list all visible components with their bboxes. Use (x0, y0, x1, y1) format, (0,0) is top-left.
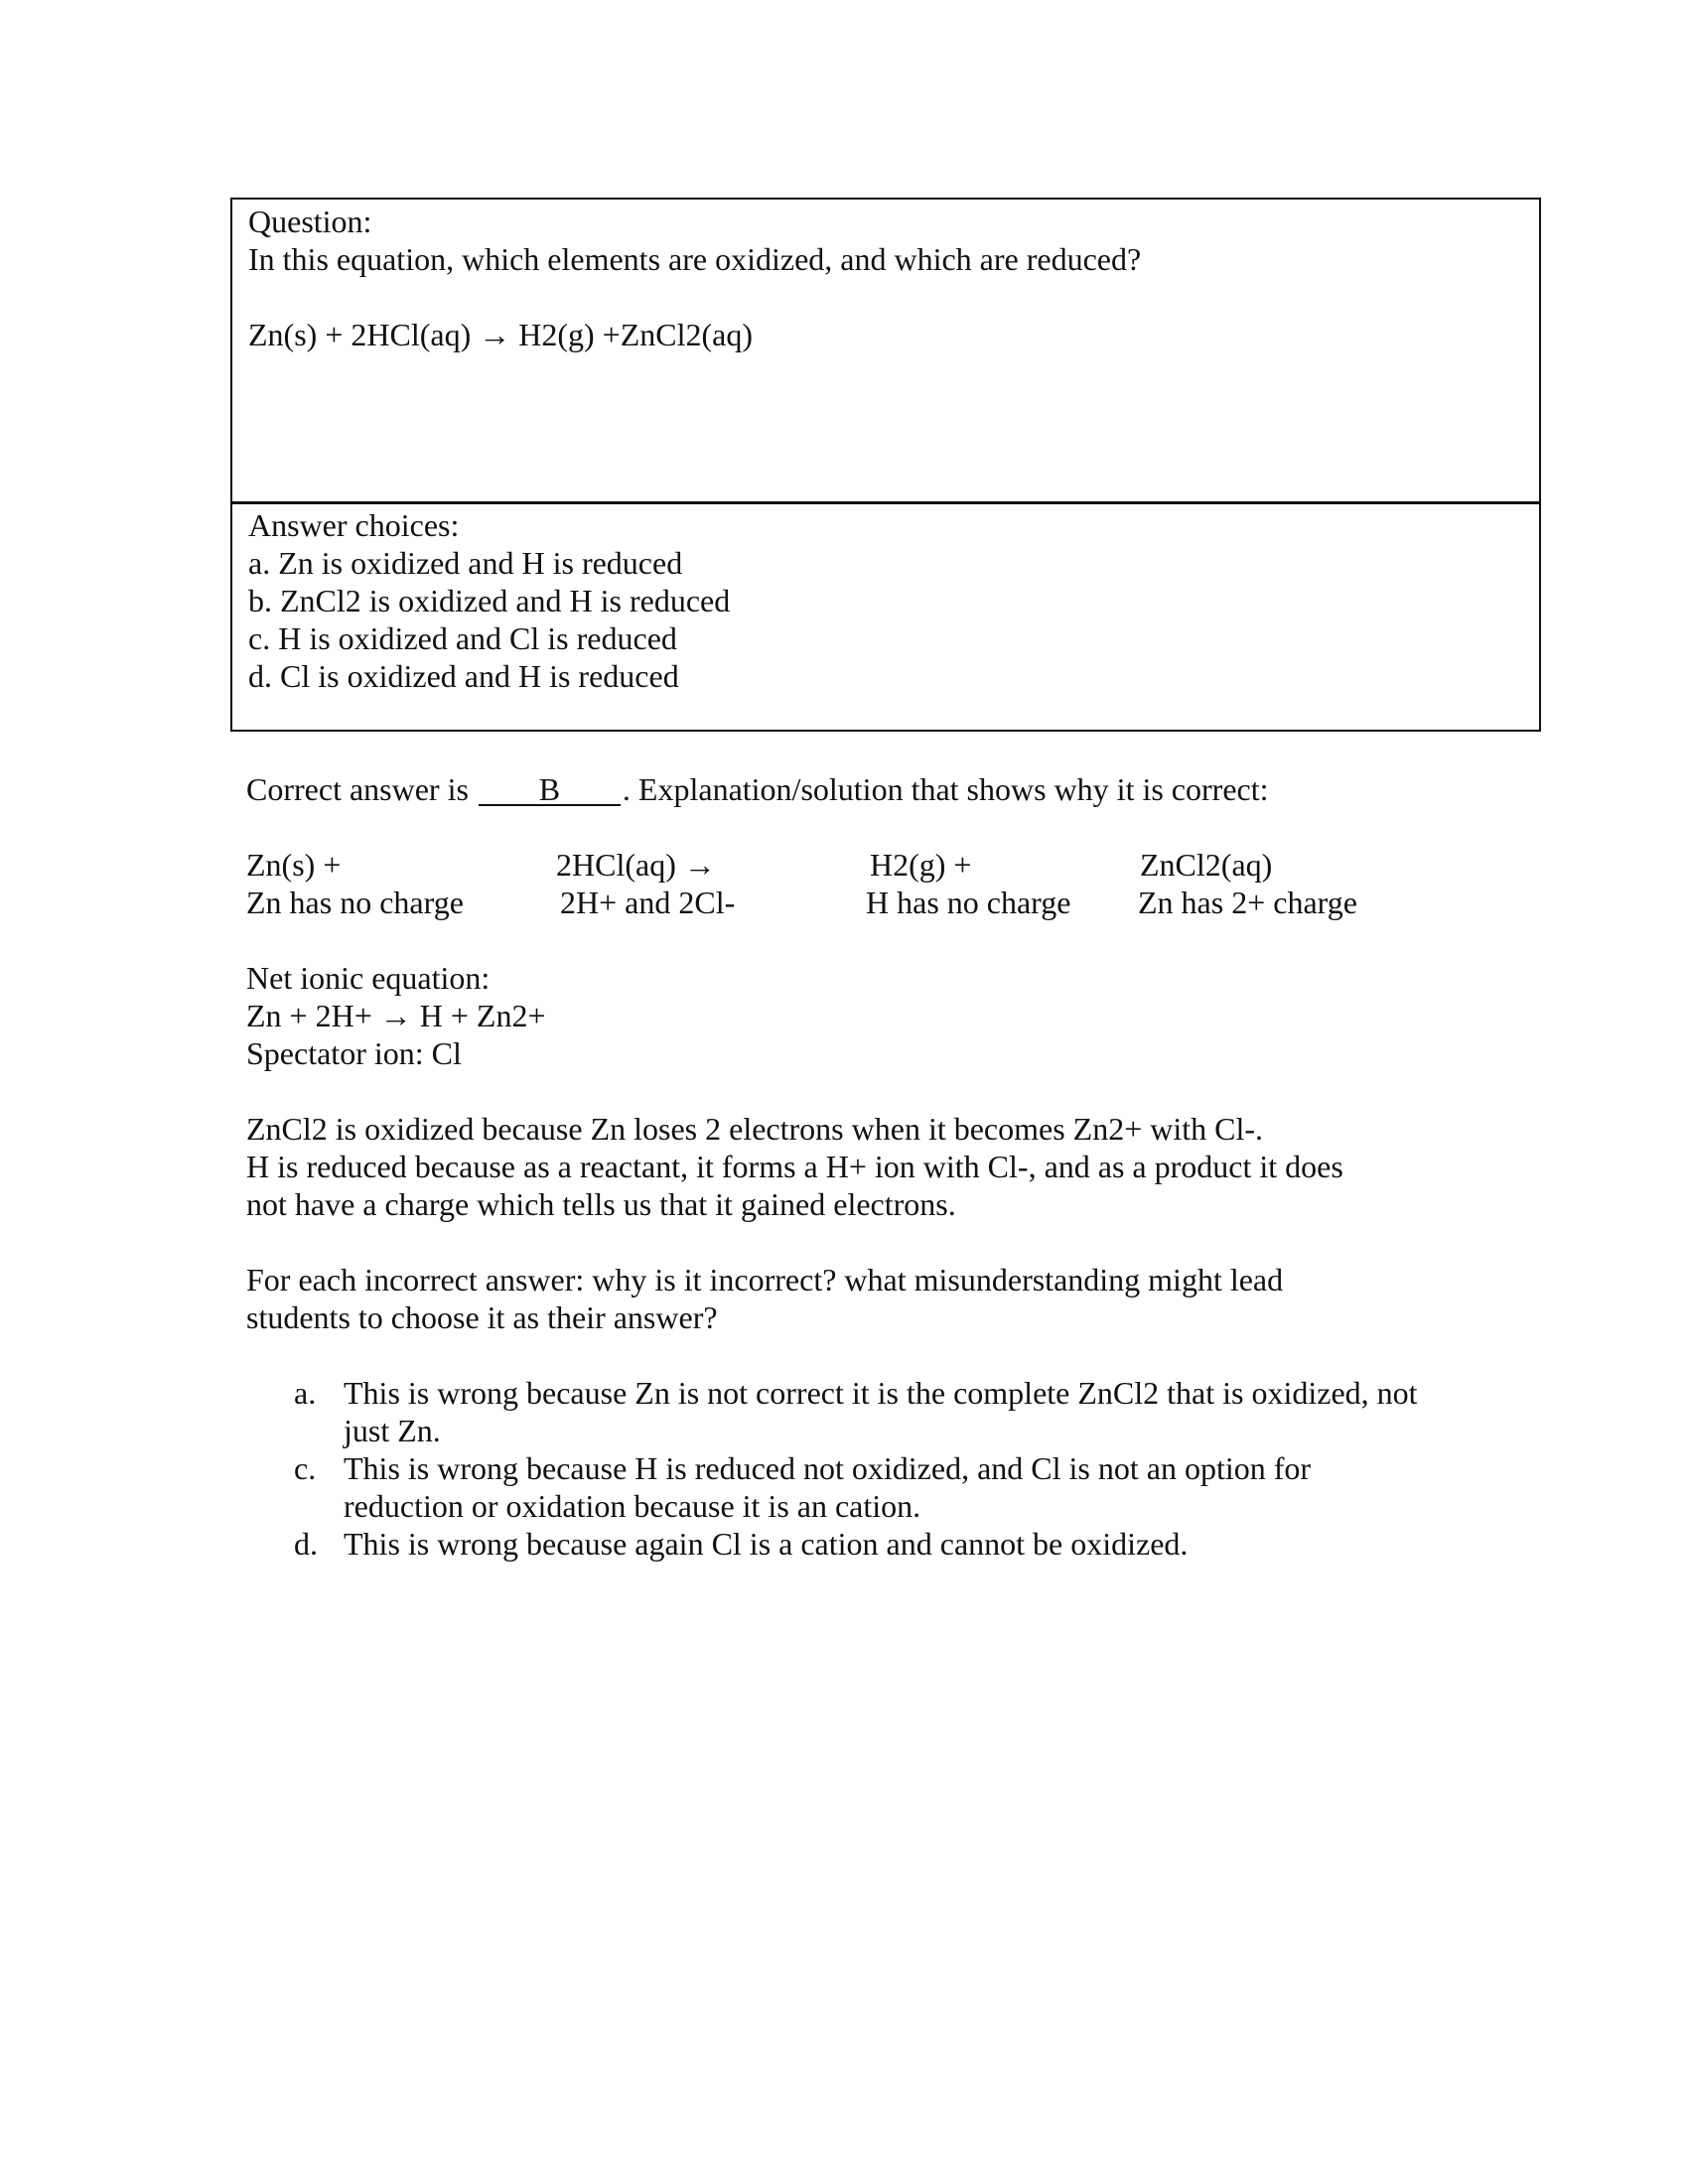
question-box (230, 198, 1541, 504)
note-zn: Zn has no charge (246, 885, 464, 920)
answer-choice-d: d. Cl is oxidized and H is reduced (248, 658, 679, 694)
answer-choice-a: a. Zn is oxidized and H is reduced (248, 545, 683, 581)
list-item-text: This is wrong because Zn is not correct it is the complete ZnCl2 that is oxidized, not just Zn. (344, 1375, 1418, 1448)
answers-heading: Answer choices: (248, 507, 460, 543)
net-ionic-heading: Net ionic equation: (246, 960, 491, 996)
equation-breakdown (246, 846, 1497, 925)
list-item (294, 1449, 1436, 1525)
list-item-text: This is wrong because again Cl is a cation and cannot be oxidized. (344, 1526, 1189, 1562)
answer-choice-b: b. ZnCl2 is oxidized and H is reduced (248, 583, 731, 618)
species-hcl: 2HCl(aq) → (556, 847, 716, 883)
incorrect-prompt-line: For each incorrect answer: why is it incorrect? what misunderstanding might lead (246, 1262, 1284, 1297)
note-zncl2: Zn has 2+ charge (1138, 885, 1357, 920)
note-hcl: 2H+ and 2Cl- (560, 885, 736, 920)
explanation-line: ZnCl2 is oxidized because Zn loses 2 electrons when it becomes Zn2+ with Cl-. (246, 1111, 1264, 1147)
list-item-letter: c. (294, 1450, 317, 1486)
list-item (294, 1525, 1436, 1563)
explanation-section (246, 1110, 1497, 1223)
correct-suffix: . Explanation/solution that shows why it is correct: (622, 771, 1269, 807)
answer-choice-c: c. H is oxidized and Cl is reduced (248, 620, 677, 656)
incorrect-prompt-line: students to choose it as their answer? (246, 1299, 718, 1335)
species-h2: H2(g) + (870, 847, 972, 883)
list-item-letter: d. (294, 1526, 318, 1562)
note-h2: H has no charge (866, 885, 1071, 920)
incorrect-prompt (246, 1261, 1497, 1336)
correct-answer-blank: B (479, 774, 621, 806)
explanation-line: H is reduced because as a reactant, it forms a H+ ion with Cl-, and as a product it does (246, 1149, 1343, 1184)
correct-prefix: Correct answer is (246, 771, 469, 807)
explanation-line: not have a charge which tells us that it gained electrons. (246, 1186, 956, 1222)
question-equation: Zn(s) + 2HCl(aq) → H2(g) +ZnCl2(aq) (248, 317, 753, 352)
incorrect-answers-list (294, 1374, 1436, 1563)
spectator-ion: Spectator ion: Cl (246, 1035, 462, 1071)
net-ionic-section (246, 959, 1497, 1072)
question-heading: Question: (248, 204, 372, 239)
list-item-letter: a. (294, 1375, 317, 1411)
list-item (294, 1374, 1436, 1449)
net-ionic-equation: Zn + 2H+ → H + Zn2+ (246, 998, 546, 1033)
list-item-text: This is wrong because H is reduced not oxidized, and Cl is not an option for reduction or oxidation because it is an cation. (344, 1450, 1312, 1524)
correct-answer-line (246, 770, 1497, 808)
species-zn: Zn(s) + (246, 847, 342, 883)
answers-box (230, 501, 1541, 732)
question-prompt: In this equation, which elements are oxidized, and which are reduced? (248, 241, 1142, 277)
species-zncl2: ZnCl2(aq) (1140, 847, 1273, 883)
